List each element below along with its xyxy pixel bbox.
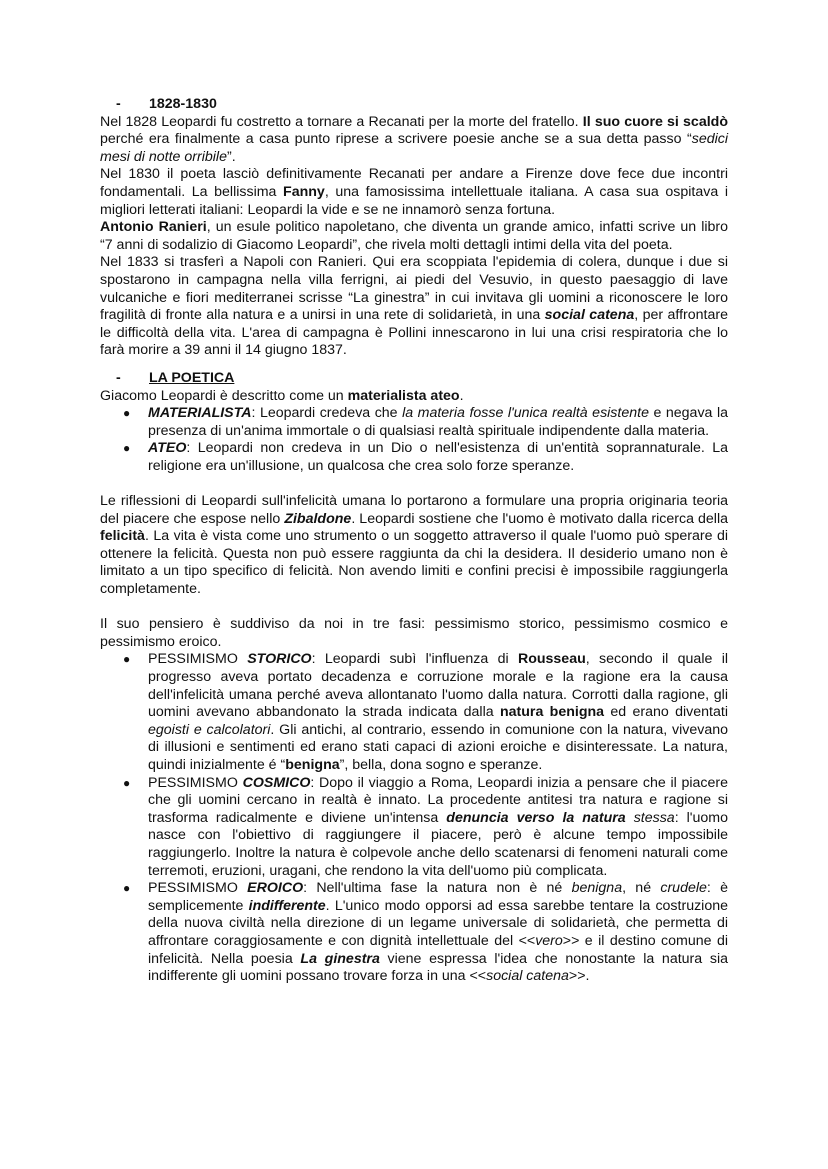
text-run: Rousseau — [517, 651, 586, 668]
text-run: sedici mesi di notte orribile — [100, 131, 728, 165]
text-run — [626, 810, 634, 826]
text-run: Il suo pensiero è suddiviso da noi in tre fasi: pessimismo storico, pessimismo cosmico e pessimismo eroico. — [100, 616, 728, 650]
heading-text: LA POETICA — [149, 369, 235, 386]
document-page — [100, 96, 728, 986]
text-run: MATERIALISTA — [148, 405, 252, 422]
heading-text: 1828-1830 — [149, 96, 217, 112]
text-run: natura benigna — [499, 704, 605, 721]
bullet-dot: ● — [123, 652, 131, 667]
text-run: benigna — [571, 880, 623, 897]
bullet-dot: ● — [123, 881, 131, 896]
text-run: PESSIMISMO — [148, 880, 248, 897]
text-run: felicità — [100, 528, 145, 545]
text-run: Nel 1830 il poeta lasciò definitivamente Recanati per andare a Firenze dove fece due incontri fondamentali. La bellissima — [100, 166, 728, 200]
text-run: : è semplicemente — [148, 880, 729, 914]
list-item-ateo — [100, 440, 728, 475]
text-run: : Leopardi non credeva in un Dio o nell'esistenza di un'entità soprannaturale. La religione era un'illusione, un qualcosa che crea solo forze speranze. — [148, 440, 728, 474]
paragraph-napoli — [100, 254, 728, 360]
text-run: EROICO — [247, 880, 304, 897]
text-run: COSMICO — [242, 774, 311, 791]
bullet-dot: ● — [123, 441, 131, 456]
list-item-text — [148, 880, 728, 984]
text-run: . L'unico modo opporsi ad essa sarebbe tentare la costruzione della nuova civiltà nella direzione di un legame universale di solidarietà, che permetta di affrontare coraggiosamente e con dignità intellettuale del << — [148, 897, 728, 949]
text-run: STORICO — [247, 651, 312, 668]
text-run: , secondo il quale il progresso aveva portato decadenza e corruzione morale e la ragione era la causa dell'infelicità umana perché aveva allontanato l'uomo dalla natura. Corrotti dalla ragione, gli uomini avevano abbandonato la strada indicata dalla — [148, 651, 729, 721]
list-item-text — [148, 775, 728, 879]
text-run: viene espressa l'idea che nonostante la natura sia indifferente gli uomini possano trovare forza in una << — [148, 950, 728, 985]
paragraph-teoria-piacere — [100, 493, 728, 599]
bullet-dot: ● — [123, 775, 131, 790]
text-run: Il suo cuore si scaldò — [582, 113, 728, 130]
text-run: Antonio Ranieri — [100, 219, 207, 236]
text-run: : Dopo il viaggio a Roma, Leopardi inizia a pensare che il piacere che gli uomini cercano in realtà è innato. La procedente antitesi tra natura e ragione si trasforma radicalmente e diviene un'intensa — [148, 774, 728, 826]
text-run: egoisti e calcolatori — [148, 721, 271, 738]
text-run: vero — [535, 932, 563, 949]
bullet-list-materialista-ateo — [100, 405, 728, 475]
text-run: Fanny — [283, 183, 325, 200]
text-run: ”, bella, dona sogno e speranze. — [339, 756, 543, 773]
list-item-text — [148, 405, 728, 439]
section-heading-1828-1830 — [116, 96, 728, 114]
text-run: La ginestra — [300, 950, 380, 967]
text-run: Nel 1833 si trasferì a Napoli con Ranieri. Qui era scoppiata l'epidemia di colera, dunque i due si spostarono in campagna nella villa ferrigni, ai piedi del Vesuvio, in questo paesaggio di lave vulcaniche e fiori mediterranei scrisse “La ginestra” in cui invitava gli uomini a riconoscere le loro fragilità di fronte alla natura e a unirsi in una rete di solidarietà, in una — [100, 254, 728, 324]
text-run: indifferente — [248, 897, 326, 914]
bullet-list-pessimismo — [100, 651, 728, 985]
dash-bullet: - — [116, 369, 121, 386]
text-run: PESSIMISMO — [148, 651, 248, 668]
text-run: stessa — [633, 809, 675, 826]
text-run: Le riflessioni di Leopardi sull'infelicità umana lo portarono a formulare una propria originaria teoria del piacere che espose nello — [100, 493, 728, 527]
text-run: >>. — [568, 968, 590, 985]
paragraph-ranieri — [100, 219, 728, 254]
text-run: . — [459, 387, 464, 404]
text-run: perché era finalmente a casa punto riprese a scrivere poesie anche se a sua detta passo “ — [100, 131, 692, 148]
text-run: . Gli antichi, al contrario, essendo in comunione con la natura, vivevano di illusioni e sentimenti ed erano stati capaci di azioni eroiche e disinteressate. La natura, quindi inizialmente é “ — [148, 721, 729, 773]
text-run: denuncia verso la natura — [446, 809, 626, 826]
text-run: Nel 1828 Leopardi fu costretto a tornare a Recanati per la morte del fratello. — [100, 113, 583, 130]
list-item-materialista — [100, 405, 728, 440]
text-run: , una famosissima intellettuale italiana. A casa sua ospitava i migliori letterati italiani: Leopardi la vide e se ne innamorò senza fortuna. — [100, 183, 728, 218]
text-run: >> e il destino comune di infelicità. Nella poesia — [148, 932, 728, 967]
list-item-text — [148, 651, 728, 773]
text-run: Giacomo Leopardi è descritto come un — [100, 387, 348, 404]
text-run: . Leopardi sostiene che l'uomo è motivato dalla ricerca della — [351, 510, 728, 527]
text-run: : Leopardi subì l'influenza di — [311, 651, 518, 668]
text-run: PESSIMISMO — [148, 774, 243, 791]
text-run: : l'uomo nasce con l'obiettivo di raggiungere il piacere, però è alcune tempo impossibile raggiungerlo. Inoltre la natura è colpevole anche dello scatenarsi di fenomeni naturali come terremoti, eruzioni, uragani, che rendono la vita dell'uomo più complicata. — [148, 809, 729, 879]
text-run: . La vita è vista come uno strumento o un soggetto attraverso il quale l'uomo può sperare di ottenere la felicità. Questa non può essere raggiunta da chi la desidera. Il desiderio umano non è limitato a un tipo specifico di felicità. Non avendo limiti e confini precisi è impossibile raggiungerla completamente. — [100, 528, 728, 598]
paragraph-materialista-ateo — [100, 388, 728, 406]
text-run: crudele — [660, 880, 707, 897]
text-run: ed erano diventati — [604, 704, 728, 721]
list-item-text — [148, 440, 728, 474]
text-run: benigna — [285, 756, 340, 773]
paragraph-firenze — [100, 166, 728, 219]
section-heading-poetica — [116, 370, 728, 388]
list-item-pessimismo-cosmico — [100, 775, 728, 881]
bullet-dot: ● — [123, 406, 131, 421]
text-run: social catena — [544, 307, 635, 324]
text-run: ”. — [226, 148, 236, 165]
text-run: , né — [622, 880, 661, 897]
text-run: materialista ateo — [347, 387, 460, 404]
text-run: ATEO — [148, 440, 187, 457]
text-run: la materia fosse l'unica realtà esistente — [402, 405, 649, 422]
paragraph-recanati — [100, 114, 728, 167]
text-run: : Nell'ultima fase la natura non è né — [303, 880, 572, 897]
dash-bullet: - — [116, 96, 121, 112]
list-item-pessimismo-eroico — [100, 880, 728, 986]
text-run: social catena — [486, 968, 569, 985]
text-run: e negava la presenza di un'anima immortale o di qualsiasi realtà spirituale indipendente dalla materia. — [148, 405, 728, 439]
text-run: , per affrontare le difficoltà della vita. L'area di campagna è Pollini innescarono in lui una crisi respiratoria che lo farà morire a 39 anni il 14 giugno 1837. — [100, 307, 728, 359]
text-run: , un esule politico napoletano, che diventa un grande amico, infatti scrive un libro “7 anni di sodalizio di Giacomo Leopardi”, che rivela molti dettagli intimi della vita del poeta. — [100, 219, 728, 253]
text-run: : Leopardi credeva che — [251, 405, 403, 422]
text-run: Zibaldone — [284, 510, 352, 527]
list-item-pessimismo-storico — [100, 651, 728, 774]
paragraph-tre-fasi — [100, 616, 728, 651]
